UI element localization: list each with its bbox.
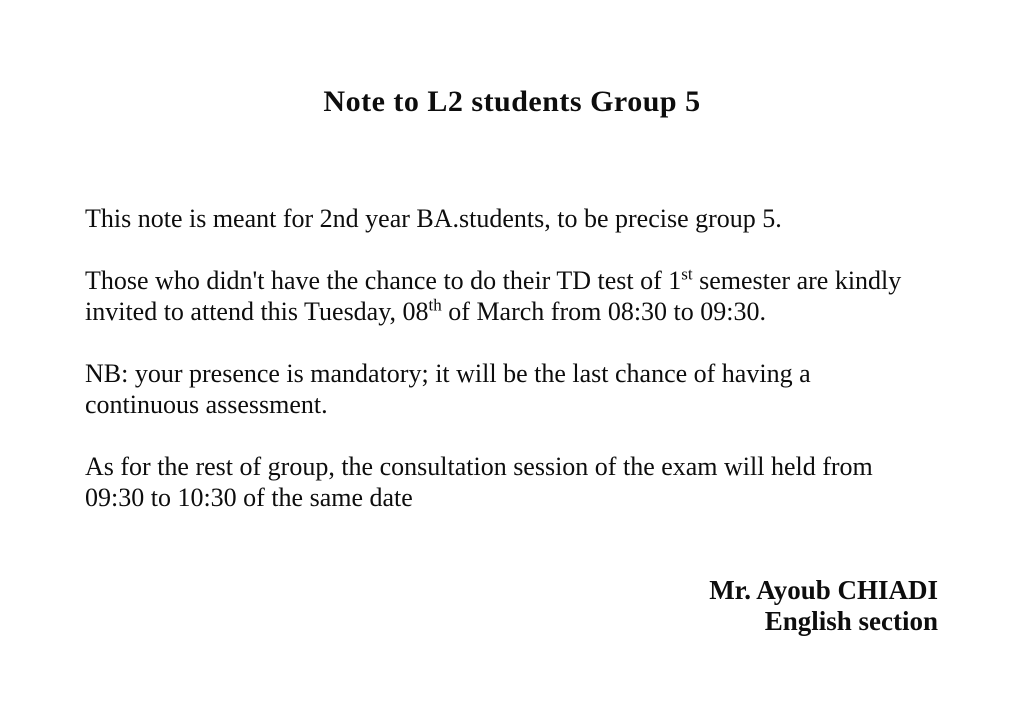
paragraph-nb-line1: NB: your presence is mandatory; it will be the last chance of having a — [85, 359, 811, 388]
td-test-line2-text: invited to attend this Tuesday, 08 — [85, 297, 429, 326]
document-body — [85, 203, 944, 544]
td-test-line1-text: Those who didn't have the chance to do their TD test of 1 — [85, 266, 682, 295]
signature-block — [709, 575, 938, 637]
td-test-line1-text-after: semester are kindly — [692, 266, 902, 295]
ordinal-superscript-st: st — [681, 264, 693, 284]
paragraph-intro-line: This note is meant for 2nd year BA.students, to be precise group 5. — [85, 204, 782, 233]
paragraph-intro — [85, 203, 944, 234]
paragraph-consultation — [85, 451, 944, 513]
paragraph-consultation-line2: 09:30 to 10:30 of the same date — [85, 483, 413, 512]
td-test-line2-text-after: of March from 08:30 to 09:30. — [441, 297, 767, 326]
ordinal-superscript-th: th — [428, 295, 442, 315]
paragraph-td-test — [85, 265, 944, 327]
paragraph-td-test-line2 — [85, 297, 766, 326]
document-title: Note to L2 students Group 5 — [323, 85, 701, 118]
paragraph-nb — [85, 358, 944, 420]
signature-section: English section — [764, 606, 938, 636]
paragraph-nb-line2: continuous assessment. — [85, 390, 328, 419]
paragraph-td-test-line1 — [85, 266, 901, 295]
signature-name: Mr. Ayoub CHIADI — [709, 575, 938, 605]
paragraph-consultation-line1: As for the rest of group, the consultation session of the exam will held from — [85, 452, 873, 481]
